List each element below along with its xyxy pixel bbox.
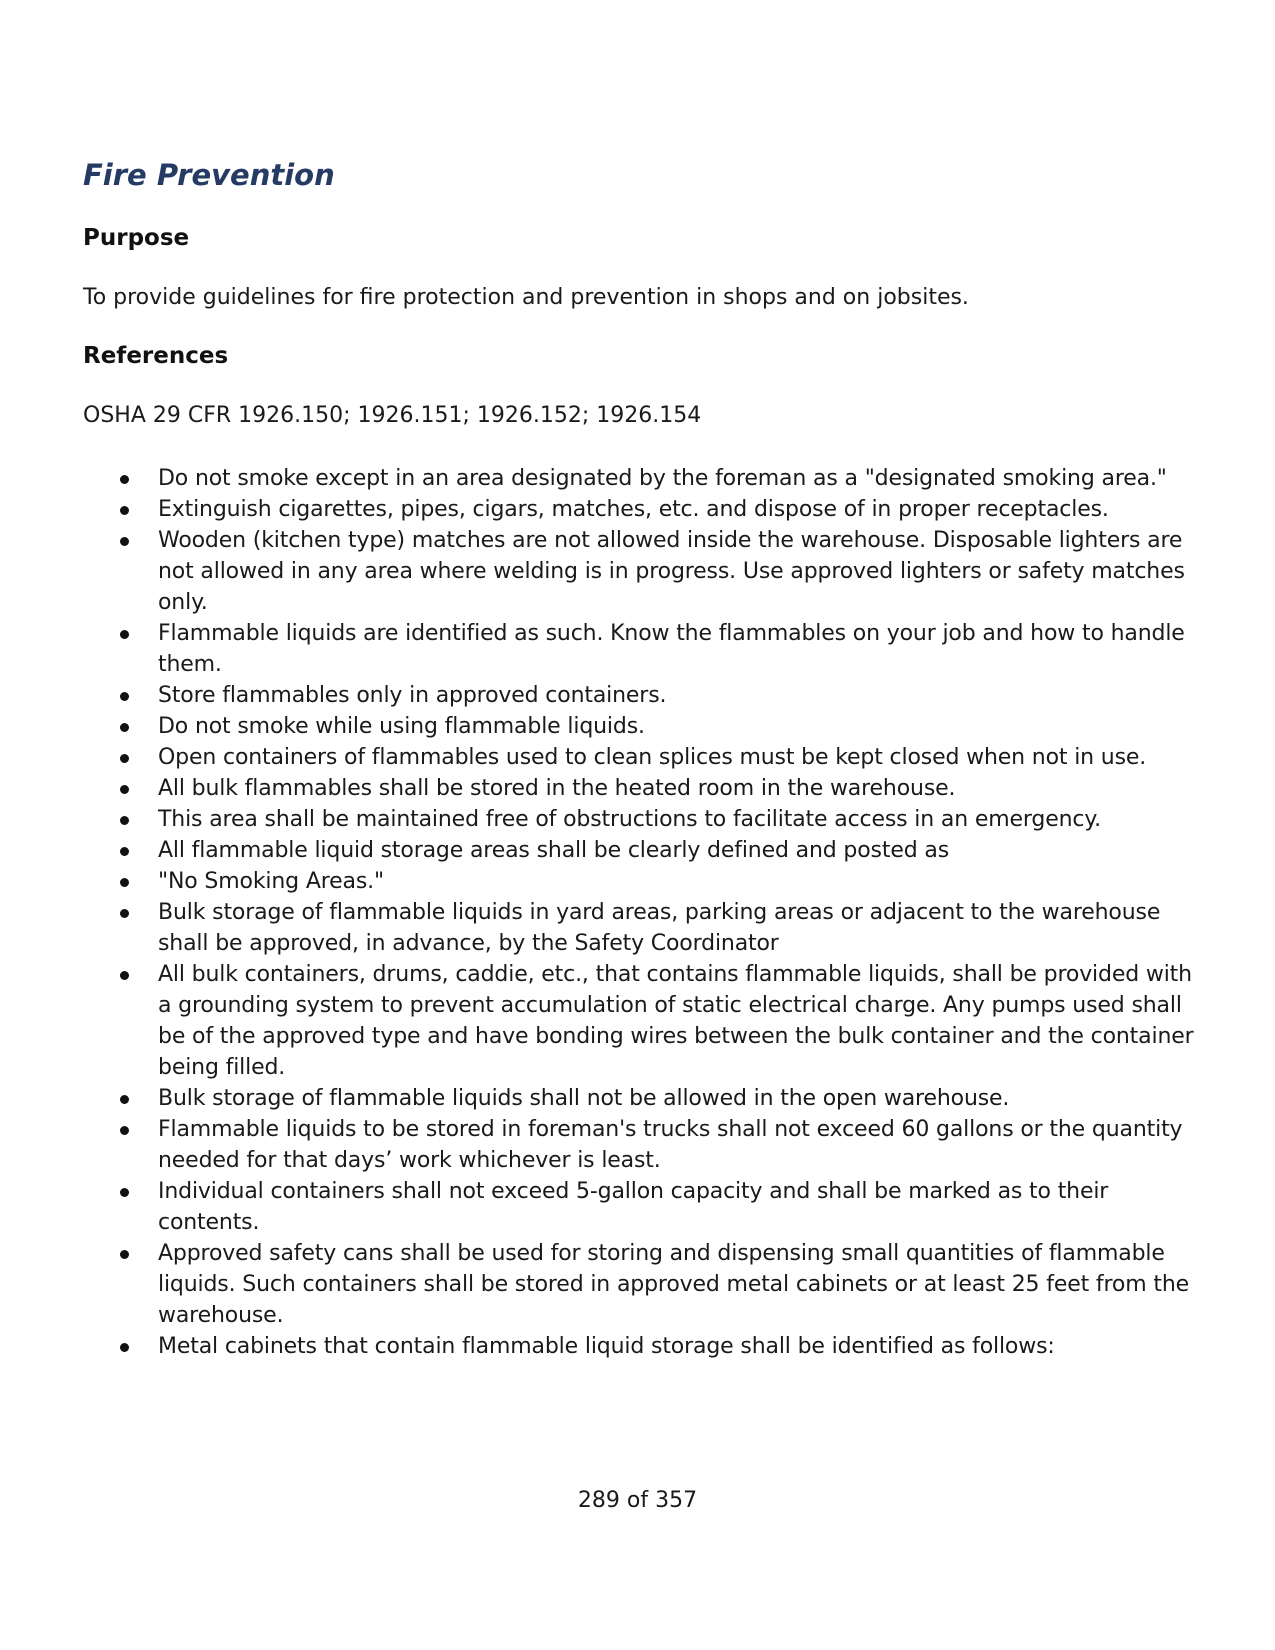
bullet-icon — [120, 506, 129, 515]
bullet-icon — [120, 878, 129, 887]
list-item-text: Do not smoke while using flammable liquids. — [158, 714, 645, 739]
bullet-icon — [120, 1343, 129, 1352]
bullet-icon — [120, 537, 129, 546]
bullet-icon — [120, 909, 129, 918]
list-item — [158, 1176, 1208, 1238]
guidelines-list — [158, 463, 1208, 1362]
bullet-icon — [120, 971, 129, 980]
list-item — [158, 1238, 1208, 1331]
list-item — [158, 618, 1208, 680]
list-item — [158, 463, 1208, 494]
list-item-text: All bulk flammables shall be stored in the heated room in the warehouse. — [158, 776, 956, 801]
list-item — [158, 835, 1208, 866]
list-item-text: Metal cabinets that contain flammable liquid storage shall be identified as follows: — [158, 1334, 1055, 1359]
list-item — [158, 866, 1208, 897]
list-item — [158, 494, 1208, 525]
list-item — [158, 742, 1208, 773]
list-item-text: Store flammables only in approved containers. — [158, 683, 667, 708]
list-item-text: Individual containers shall not exceed 5-gallon capacity and shall be marked as to their contents. — [158, 1179, 1109, 1235]
list-item-text: Flammable liquids are identified as such. Know the flammables on your job and how to handle them. — [158, 621, 1185, 677]
list-item-text: This area shall be maintained free of obstructions to facilitate access in an emergency. — [158, 807, 1101, 832]
list-item-text: Flammable liquids to be stored in foreman's trucks shall not exceed 60 gallons or the quantity needed for that days’ work whichever is least. — [158, 1117, 1183, 1173]
references-heading: References — [83, 343, 229, 369]
list-item-text: Do not smoke except in an area designated by the foreman as a "designated smoking area." — [158, 466, 1167, 491]
references-text: OSHA 29 CFR 1926.150; 1926.151; 1926.152; 1926.154 — [83, 403, 702, 428]
list-item — [158, 711, 1208, 742]
list-item — [158, 1331, 1208, 1362]
page-number: 289 of 357 — [577, 1488, 698, 1513]
bullet-icon — [120, 785, 129, 794]
list-item-text: Wooden (kitchen type) matches are not allowed inside the warehouse. Disposable lighters are not allowed in any area where welding is in progress. Use approved lighters or safety matches only. — [158, 528, 1185, 615]
list-item — [158, 804, 1208, 835]
bullet-icon — [120, 1250, 129, 1259]
list-item-text: Open containers of flammables used to clean splices must be kept closed when not in use. — [158, 745, 1147, 770]
bullet-icon — [120, 1188, 129, 1197]
bullet-icon — [120, 723, 129, 732]
page-title: Fire Prevention — [83, 158, 335, 192]
list-item — [158, 1083, 1208, 1114]
list-item-text: Approved safety cans shall be used for storing and dispensing small quantities of flammable liquids. Such containers shall be stored in approved metal cabinets or at least 25 feet from the warehouse. — [158, 1241, 1190, 1328]
list-item-text: Bulk storage of flammable liquids shall not be allowed in the open warehouse. — [158, 1086, 1010, 1111]
list-item-text: "No Smoking Areas." — [158, 869, 384, 894]
bullet-icon — [120, 630, 129, 639]
bullet-icon — [120, 754, 129, 763]
list-item-text: Extinguish cigarettes, pipes, cigars, matches, etc. and dispose of in proper receptacles. — [158, 497, 1109, 522]
purpose-text: To provide guidelines for fire protection and prevention in shops and on jobsites. — [83, 285, 969, 310]
list-item — [158, 773, 1208, 804]
list-item — [158, 959, 1208, 1083]
purpose-heading: Purpose — [83, 225, 190, 251]
list-item — [158, 1114, 1208, 1176]
bullet-icon — [120, 816, 129, 825]
list-item — [158, 897, 1208, 959]
bullet-icon — [120, 475, 129, 484]
list-item — [158, 525, 1208, 618]
bullet-icon — [120, 1126, 129, 1135]
list-item-text: Bulk storage of flammable liquids in yard areas, parking areas or adjacent to the warehouse shall be approved, in advance, by the Safety Coordinator — [158, 900, 1161, 956]
bullet-icon — [120, 1095, 129, 1104]
list-item — [158, 680, 1208, 711]
list-item-text: All bulk containers, drums, caddie, etc., that contains flammable liquids, shall be provided with a grounding system to prevent accumulation of static electrical charge. Any pumps used shall be of the approved type and have bonding wires between the bulk container and the container being filled. — [158, 962, 1194, 1080]
bullet-icon — [120, 692, 129, 701]
list-item-text: All flammable liquid storage areas shall be clearly defined and posted as — [158, 838, 950, 863]
bullet-icon — [120, 847, 129, 856]
